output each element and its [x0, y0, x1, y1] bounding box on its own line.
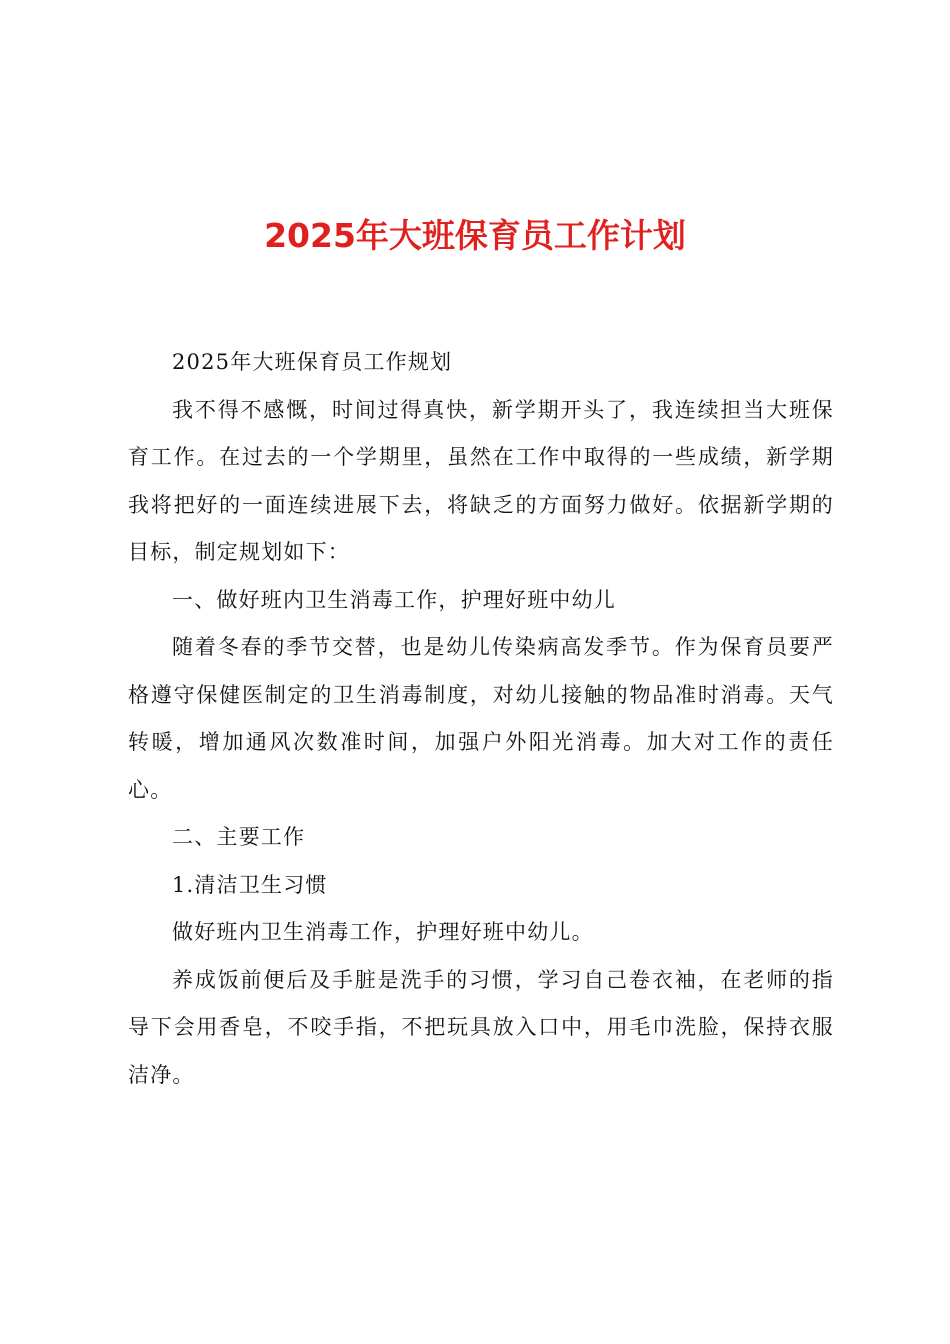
- plan-subtitle: 2025年大班保育员工作规划: [172, 350, 453, 374]
- section-heading-2: 二、主要工作: [172, 825, 306, 849]
- section-heading-1: 一、做好班内卫生消毒工作，护理好班中幼儿: [172, 587, 616, 612]
- document-body: [128, 339, 834, 1099]
- document-title: 2025年大班保育员工作计划: [264, 216, 686, 255]
- intro-paragraph: 我不得不感慨，时间过得真快，新学期开头了，我连续担当大班保育工作。在过去的一个学期里，虽然在工作中取得的一些成绩，新学期我将把好的一面连续进展下去，将缺乏的方面努力做好。依据新学期的目标，制定规划如下：: [128, 397, 834, 564]
- subsection-1-paragraph-a: 做好班内卫生消毒工作，护理好班中幼儿。: [172, 920, 594, 944]
- subsection-1-paragraph-b: 养成饭前便后及手脏是洗手的习惯，学习自己卷衣袖，在老师的指导下会用香皂，不咬手指，不把玩具放入口中，用毛巾洗脸，保持衣服洁净。: [128, 967, 834, 1087]
- subsection-heading-1: 1.清洁卫生习惯: [172, 872, 328, 897]
- section-1-paragraph: 随着冬春的季节交替，也是幼儿传染病高发季节。作为保育员要严格遵守保健医制定的卫生消毒制度，对幼儿接触的物品准时消毒。天气转暖，增加通风次数准时间，加强户外阳光消毒。加大对工作的责任心。: [128, 635, 834, 802]
